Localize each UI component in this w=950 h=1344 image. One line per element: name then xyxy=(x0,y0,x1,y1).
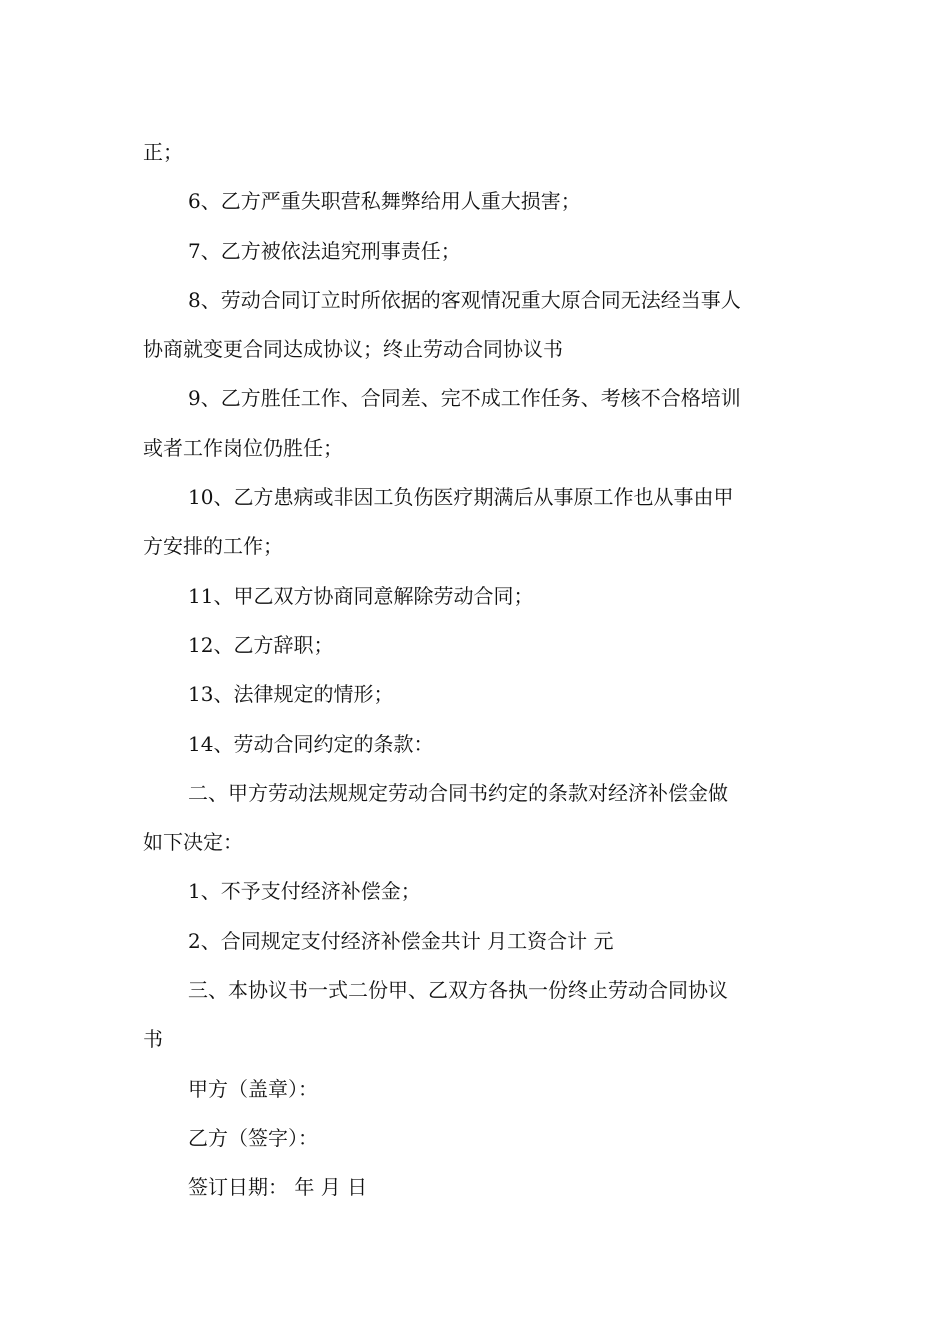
paragraph-item-12: 12、乙方辞职； xyxy=(188,632,334,657)
compensation-item-2: 2、合同规定支付经济补偿金共计 月工资合计 元 xyxy=(188,928,614,953)
section-two-continued: 如下决定： xyxy=(143,830,243,855)
party-b-signature-line: 乙方（签字）： xyxy=(188,1125,318,1150)
document-body xyxy=(143,128,805,1213)
section-two: 二、甲方劳动法规规定劳动合同书约定的条款对经济补偿金做 xyxy=(188,780,728,805)
paragraph-item-10: 10、乙方患病或非因工负伤医疗期满后从事原工作也从事由甲 xyxy=(188,485,734,510)
paragraph-item-11: 11、甲乙双方协商同意解除劳动合同； xyxy=(188,583,534,608)
section-three-continued: 书 xyxy=(143,1027,163,1052)
compensation-item-1: 1、不予支付经济补偿金； xyxy=(188,879,421,904)
paragraph-item-8-continued: 协商就变更合同达成协议；终止劳动合同协议书 xyxy=(143,337,563,362)
paragraph-item-13: 13、法律规定的情形； xyxy=(188,682,394,707)
paragraph-item-9-continued: 或者工作岗位仍胜任； xyxy=(143,435,343,460)
signing-date-line: 签订日期： 年 月 日 xyxy=(188,1175,368,1200)
section-three: 三、本协议书一式二份甲、乙双方各执一份终止劳动合同协议 xyxy=(188,978,728,1003)
paragraph-item-6: 6、乙方严重失职营私舞弊给用人重大损害； xyxy=(188,189,581,214)
paragraph-line-1: 正； xyxy=(143,140,183,164)
paragraph-item-14: 14、劳动合同约定的条款： xyxy=(188,731,434,756)
paragraph-item-10-continued: 方安排的工作； xyxy=(143,534,283,559)
paragraph-item-7: 7、乙方被依法追究刑事责任； xyxy=(188,238,461,263)
party-a-seal-line: 甲方（盖章）： xyxy=(188,1076,318,1101)
paragraph-item-9: 9、乙方胜任工作、合同差、完不成工作任务、考核不合格培训 xyxy=(188,386,741,411)
paragraph-item-8: 8、劳动合同订立时所依据的客观情况重大原合同无法经当事人 xyxy=(188,287,741,312)
